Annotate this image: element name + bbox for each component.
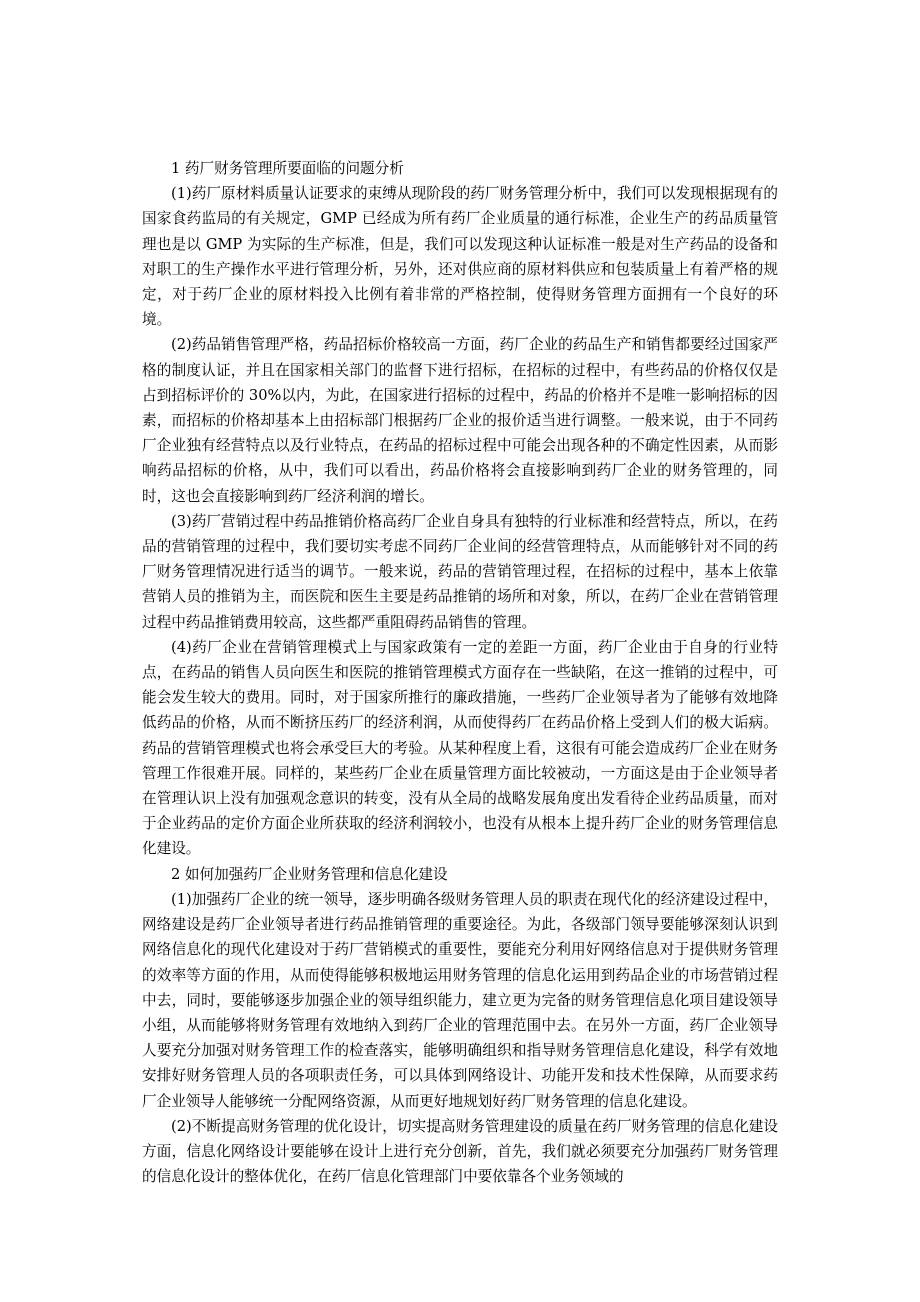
section-2-heading: 2 如何加强药厂企业财务管理和信息化建设 bbox=[171, 865, 448, 883]
section-1-paragraph-4: (4)药厂企业在营销管理模式上与国家政策有一定的差距一方面，药厂企业由于自身的行业特点，在药品的销售人员向医生和医院的推销管理模式方面存在一些缺陷，在这一推销的过程中，可能会发生较大的费用。同时，对于国家所推行的廉政措施，一些药厂企业领导者为了能够有效地降低药品的价格，从而不断挤压药厂的经济利润，从而使得药厂在药品价格上受到人们的极大诟病。药品的营销管理模式也将会承受巨大的考验。从某种程度上看，这很有可能会造成药厂企业在财务管理工作很难开展。同样的，某些药厂企业在质量管理方面比较被动，一方面这是由于企业领导者在管理认识上没有加强观念意识的转变，没有从全局的战略发展角度出发看待企业药品质量，而对于企业药品的定价方面企业所获取的经济利润较小，也没有从根本上提升药厂企业的财务管理信息化建设。 bbox=[142, 638, 778, 858]
section-2-paragraph-2: (2)不断提高财务管理的优化设计，切实提高财务管理建设的质量在药厂财务管理的信息化建设方面，信息化网络设计要能够在设计上进行充分创新，首先，我们就必须要充分加强药厂财务管理的信息化设计的整体优化，在药厂信息化管理部门中要依靠各个业务领域的 bbox=[142, 1117, 778, 1186]
section-1-paragraph-2: (2)药品销售管理严格，药品招标价格较高一方面，药厂企业的药品生产和销售都要经过国家严格的制度认证，并且在国家相关部门的监督下进行招标，在招标的过程中，有些药品的价格仅仅是占到招标评价的 30%以内，为此，在国家进行招标的过程中，药品的价格并不是唯一影响招标的因素，而招标的价格却基本上由招标部门根据药厂企业的报价适当进行调整。一般来说，由于不同药厂企业独有经营特点以及行业特点，在药品的招标过程中可能会出现各种的不确定性因素，从而影响药品招标的价格，从中，我们可以看出，药品价格将会直接影响到药厂企业的财务管理的，同时，这也会直接影响到药厂经济利润的增长。 bbox=[142, 336, 778, 505]
section-1-heading: 1 药厂财务管理所要面临的问题分析 bbox=[171, 160, 404, 177]
section-1-paragraph-1: (1)药厂原材料质量认证要求的束缚从现阶段的药厂财务管理分析中，我们可以发现根据现有的国家食药监局的有关规定，GMP 已经成为所有药厂企业质量的通行标准，企业生产的药品质量管理也是以 GMP 为实际的生产标准，但是，我们可以发现这种认证标准一般是对生产药品的设备和对职工的生产操作水平进行管理分析，另外，还对供应商的原材料供应和包装质量上有着严格的规定，对于药厂企业的原材料投入比例有着非常的严格控制，使得财务管理方面拥有一个良好的环境。 bbox=[142, 185, 778, 329]
document-page bbox=[142, 156, 778, 1189]
section-2-paragraph-1: (1)加强药厂企业的统一领导，逐步明确各级财务管理人员的职责在现代化的经济建设过程中，网络建设是药厂企业领导者进行药品推销管理的重要途径。为此，各级部门领导要能够深刻认识到网络信息化的现代化建设对于药厂营销模式的重要性，要能充分利用好网络信息对于提供财务管理的效率等方面的作用，从而使得能够积极地运用财务管理的信息化运用到药品企业的市场营销过程中去，同时，要能够逐步加强企业的领导组织能力，建立更为完备的财务管理信息化项目建设领导小组，从而能够将财务管理有效地纳入到药厂企业的管理范围中去。在另外一方面，药厂企业领导人要充分加强对财务管理工作的检查落实，能够明确组织和指导财务管理信息化建设，科学有效地安排好财务管理人员的各项职责任务，可以具体到网络设计、功能开发和技术性保障，从而要求药厂企业领导人能够统一分配网络资源，从而更好地规划好药厂财务管理的信息化建设。 bbox=[142, 890, 778, 1110]
section-1-paragraph-3: (3)药厂营销过程中药品推销价格高药厂企业自身具有独特的行业标准和经营特点，所以，在药品的营销管理的过程中，我们要切实考虑不同药厂企业间的经营管理特点，从而能够针对不同的药厂财务管理情况进行适当的调节。一般来说，药品的营销管理过程，在招标的过程中，基本上依靠营销人员的推销为主，而医院和医生主要是药品推销的场所和对象，所以，在药厂企业在营销管理过程中药品推销费用较高，这些都严重阻碍药品销售的管理。 bbox=[142, 512, 778, 631]
